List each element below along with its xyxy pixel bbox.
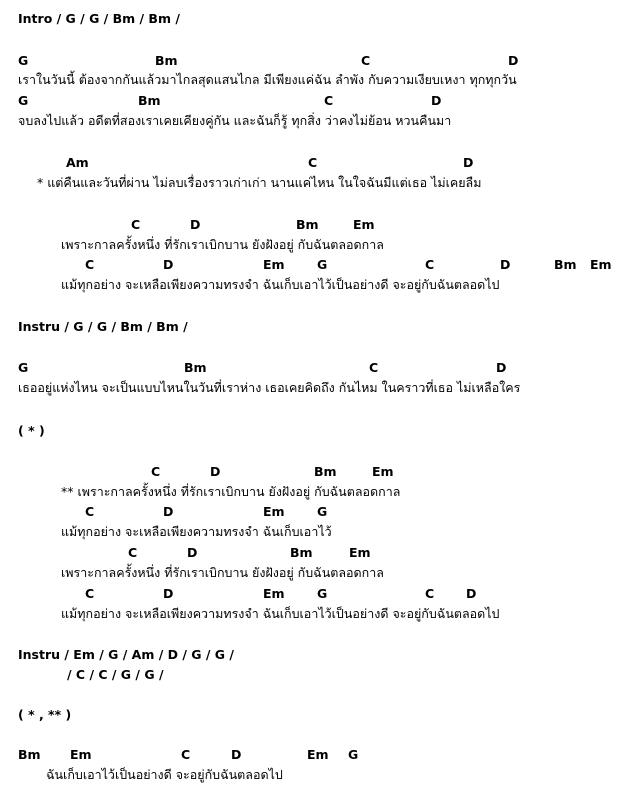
chord: Em <box>70 747 92 762</box>
lyric: แม้ทุกอย่าง จะเหลือเพียงความทรงจำ ฉันเก็บเอาไว้เป็นอย่างดี จะอยู่กับฉันตลอดไป <box>61 277 500 292</box>
chord: D <box>163 586 174 601</box>
chord: C <box>85 257 95 272</box>
chord: C <box>151 464 161 479</box>
chord: Em <box>590 257 612 272</box>
chord: Em <box>372 464 394 479</box>
chord: Em <box>263 586 285 601</box>
chord: Em <box>349 545 371 560</box>
chord: D <box>210 464 221 479</box>
chord: D <box>463 155 474 170</box>
chord: D <box>163 504 174 519</box>
chord: C <box>324 93 334 108</box>
chord: Bm <box>296 217 319 232</box>
chord: D <box>500 257 511 272</box>
chord: C <box>425 257 435 272</box>
chord: G <box>18 93 29 108</box>
lyric: เธออยู่แห่งไหน จะเป็นแบบไหนในวันที่เราห่าง เธอเคยคิดถึง กันไหม ในคราวที่เธอ ไม่เหลือใคร <box>18 380 521 395</box>
chord: C <box>308 155 318 170</box>
lyric: จบลงไปแล้ว อดีตที่สองเราเคยเคียงคู่กัน และฉันก็รู้ ทุกสิ่ง ว่าคงไม่ย้อน หวนคืนมา <box>18 113 452 128</box>
chord: G <box>317 257 328 272</box>
chord: Em <box>307 747 329 762</box>
lyric: เพราะกาลครั้งหนึ่ง ที่รักเราเบิกบาน ยังฝังอยู่ กับฉันตลอดกาล <box>61 565 384 580</box>
chord: G <box>18 360 29 375</box>
chord: Bm <box>314 464 337 479</box>
instru-progression: Instru / Em / G / Am / D / G / G / <box>18 647 234 662</box>
chord: D <box>431 93 442 108</box>
chord: Em <box>263 504 285 519</box>
chord: C <box>85 504 95 519</box>
chord: Bm <box>138 93 161 108</box>
intro-progression: Intro / G / G / Bm / Bm / <box>18 11 180 26</box>
chord: G <box>317 504 328 519</box>
lyric: เราในวันนี้ ต้องจากกันแล้วมาไกลสุดแสนไกล มีเพียงแค่ฉัน ลำพัง กับความเงียบเหงา ทุกทุกวัน <box>18 72 517 87</box>
chord: D <box>508 53 519 68</box>
instru-progression-continued: / C / C / G / G / <box>67 667 164 682</box>
chord: G <box>18 53 29 68</box>
lyric: ฉันเก็บเอาไว้เป็นอย่างดี จะอยู่กับฉันตลอดไป <box>46 767 283 782</box>
chord: Bm <box>554 257 577 272</box>
chord: D <box>496 360 507 375</box>
chord: Em <box>353 217 375 232</box>
chord: C <box>361 53 371 68</box>
lyric: * แต่คืนและวันที่ผ่าน ไม่ลบเรื่องราวเก่าเก่า นานแค่ไหน ในใจฉันมีแต่เธอ ไม่เคยลืม <box>37 175 482 190</box>
lyric: แม้ทุกอย่าง จะเหลือเพียงความทรงจำ ฉันเก็บเอาไว้ <box>61 524 332 539</box>
lyric: แม้ทุกอย่าง จะเหลือเพียงความทรงจำ ฉันเก็บเอาไว้เป็นอย่างดี จะอยู่กับฉันตลอดไป <box>61 606 500 621</box>
repeat-label: ( * ) <box>18 423 45 438</box>
chord: Bm <box>155 53 178 68</box>
chord: Bm <box>290 545 313 560</box>
chord: D <box>163 257 174 272</box>
chord: C <box>85 586 95 601</box>
chord: D <box>187 545 198 560</box>
chord: Bm <box>184 360 207 375</box>
chord: C <box>128 545 138 560</box>
chord: Em <box>263 257 285 272</box>
chord: C <box>181 747 191 762</box>
chord: C <box>131 217 141 232</box>
chord: G <box>317 586 328 601</box>
instru-progression: Instru / G / G / Bm / Bm / <box>18 319 188 334</box>
repeat-label: ( * , ** ) <box>18 707 72 722</box>
chord: Bm <box>18 747 41 762</box>
chord: G <box>348 747 359 762</box>
lyric: ** เพราะกาลครั้งหนึ่ง ที่รักเราเบิกบาน ยังฝังอยู่ กับฉันตลอดกาล <box>61 484 401 499</box>
chord: D <box>231 747 242 762</box>
lyric: เพราะกาลครั้งหนึ่ง ที่รักเราเบิกบาน ยังฝังอยู่ กับฉันตลอดกาล <box>61 237 384 252</box>
chord: C <box>425 586 435 601</box>
chord: D <box>190 217 201 232</box>
chord: Am <box>66 155 89 170</box>
chord: D <box>466 586 477 601</box>
chord: C <box>369 360 379 375</box>
